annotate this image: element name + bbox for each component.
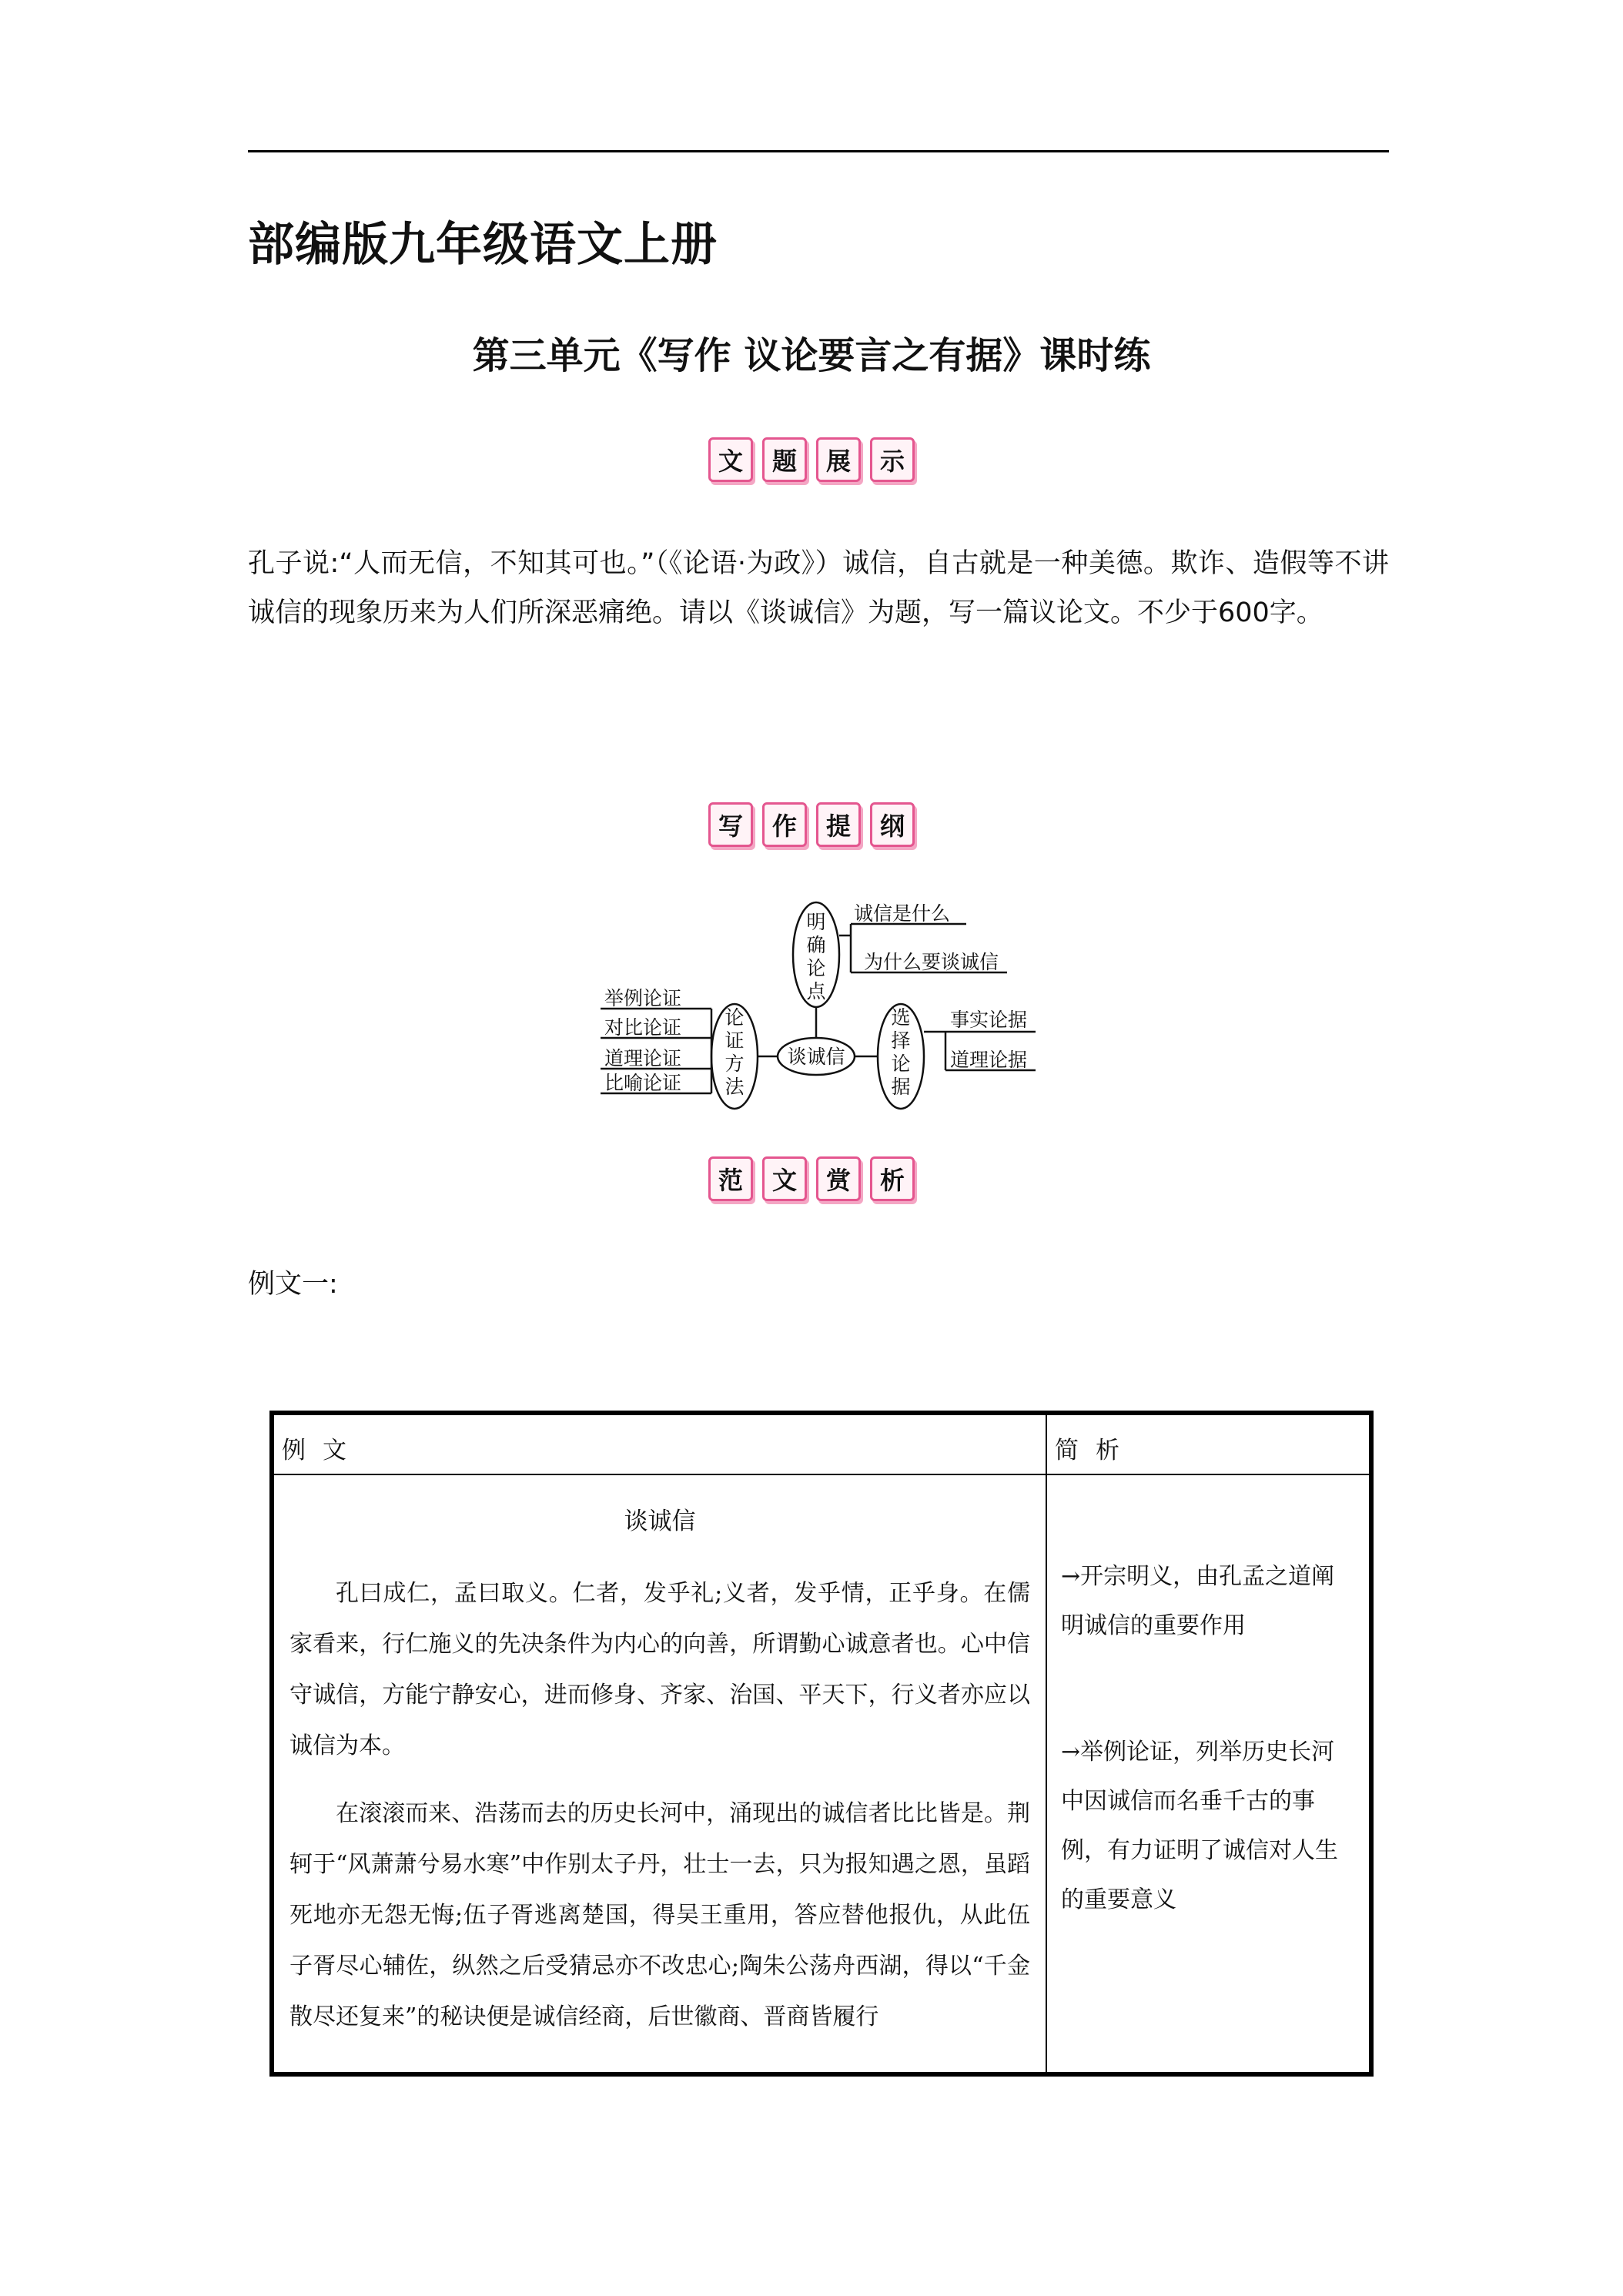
badge-char: 展 [816, 437, 861, 482]
svg-text:法: 法 [724, 1076, 745, 1098]
svg-text:择: 择 [891, 1029, 911, 1052]
badge-char: 范 [708, 1156, 753, 1201]
svg-text:确: 确 [806, 934, 826, 956]
badge-char: 题 [762, 437, 807, 482]
outline-mindmap [585, 893, 1047, 1124]
badge-char: 示 [870, 437, 915, 482]
badge-char: 析 [870, 1156, 915, 1201]
top-item: 诚信是什么 [854, 902, 951, 925]
svg-text:论: 论 [724, 1006, 745, 1029]
top-rule [248, 150, 1389, 152]
lesson-title: 第三单元《写作 议论要言之有据》课时练 [472, 334, 1151, 377]
essay-title: 谈诚信 [624, 1508, 696, 1535]
column-header-essay: 例文 [272, 1413, 1046, 1474]
left-item: 举例论证 [604, 987, 682, 1009]
example-label: 例文一: [248, 1269, 338, 1300]
book-title: 部编版九年级语文上册 [248, 218, 718, 272]
svg-text:证: 证 [724, 1029, 745, 1052]
right-item: 事实论据 [950, 1009, 1028, 1031]
badge-char: 纲 [870, 802, 915, 847]
svg-text:据: 据 [891, 1076, 911, 1098]
right-item: 道理论据 [950, 1049, 1028, 1071]
badge-char: 作 [762, 802, 807, 847]
section-badge-topic [0, 437, 1623, 482]
center-label: 谈诚信 [787, 1046, 845, 1068]
svg-text:论: 论 [891, 1053, 911, 1075]
essay-paragraph: 孔曰成仁，孟曰取义。仁者，发乎礼;义者，发乎情，正乎身。在儒家看来，行仁施义的先决条件为内心的向善，所谓勤心诚意者也。心中信守诚信，方能宁静安心，进而修身、齐家、治国、平天下，行义者亦应以诚信为本。 [289, 1580, 1030, 1759]
section-badge-outline [0, 802, 1623, 847]
badge-char: 赏 [816, 1156, 861, 1201]
badge-char: 提 [816, 802, 861, 847]
left-item: 对比论证 [604, 1016, 682, 1039]
svg-text:选: 选 [891, 1006, 911, 1029]
analysis-cell [1046, 1474, 1371, 2074]
essay-paragraph: 在滚滚而来、浩荡而去的历史长河中，涌现出的诚信者比比皆是。荆轲于“风萧萧兮易水寒”中作别太子丹，壮士一去，只为报知遇之恩，虽蹈死地亦无怨无悔;伍子胥逃离楚国，得吴王重用，答应替他报仇，从此伍子胥尽心辅佐，纵然之后受猜忌亦不改忠心;陶朱公荡舟西湖，得以“千金散尽还复来”的秘诀便是诚信经商，后世徽商、晋商皆履行 [289, 1800, 1030, 2030]
analysis-note: →开宗明义，由孔孟之道阐明诚信的重要作用 [1061, 1563, 1335, 1639]
svg-text:点: 点 [806, 980, 826, 1002]
section-badge-appreciation [0, 1156, 1623, 1201]
svg-text:方: 方 [724, 1053, 745, 1075]
badge-char: 文 [762, 1156, 807, 1201]
svg-text:论: 论 [806, 957, 826, 979]
top-item: 为什么要谈诚信 [864, 951, 999, 973]
badge-char: 文 [708, 437, 753, 482]
column-header-analysis: 简析 [1046, 1413, 1371, 1474]
left-item: 道理论证 [604, 1047, 682, 1069]
analysis-note: →举例论证，列举历史长河中因诚信而名垂千古的事例，有力证明了诚信对人生的重要意义 [1061, 1739, 1338, 1913]
sample-essay-table [269, 1411, 1374, 2077]
writing-prompt: 孔子说:“人而无信，不知其可也。”（《论语·为政》）诚信，自古就是一种美德。欺诈、造假等不讲诚信的现象历来为人们所深恶痛绝。请以《谈诚信》为题，写一篇议论文。不少于600字。 [248, 548, 1389, 628]
svg-text:明: 明 [806, 911, 826, 933]
left-item: 比喻论证 [604, 1072, 682, 1094]
essay-cell [272, 1474, 1046, 2074]
badge-char: 写 [708, 802, 753, 847]
